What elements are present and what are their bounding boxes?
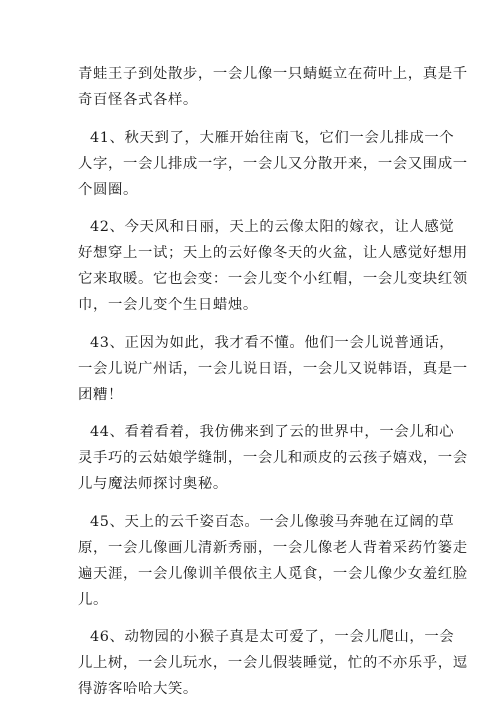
text-line: 个圆圈。: [78, 181, 138, 198]
text-line: 它来取暖。它也会变：一会儿变个小红帽，一会儿变块红领: [78, 271, 468, 287]
text-line: 41、秋天到了，大雁开始往南飞，它们一会儿排成一个: [90, 129, 455, 146]
paragraph-42: [78, 214, 468, 318]
text-line: 43、正因为如此，我才看不懂。他们一会儿说普通话，: [90, 334, 455, 351]
paragraph-45: [78, 509, 468, 613]
text-line: 儿上树，一会儿玩水，一会儿假装睡觉，忙的不亦乐乎，逗: [78, 655, 468, 671]
text-line: 巾，一会儿变个生日蜡烛。: [78, 297, 258, 313]
paragraph-41: [78, 125, 468, 203]
text-line: 青蛙王子到处散步，一会儿像一只蜻蜓立在荷叶上，真是千: [78, 66, 468, 82]
paragraph-46: [78, 624, 468, 702]
text-line: 45、天上的云千姿百态。一会儿像骏马奔驰在辽阔的草: [90, 513, 455, 530]
text-line: 遍天涯，一会儿像训羊偎依主人觅食，一会儿像少女羞红脸: [78, 565, 468, 582]
text-line: 一会儿说广州话，一会儿说日语，一会儿又说韩语，真是一: [78, 360, 468, 377]
text-line: 人字，一会儿排成一字，一会儿又分散开来，一会又围成一: [78, 155, 468, 172]
paragraph-intro: [78, 61, 468, 113]
text-line: 好想穿上一试；天上的云好像冬天的火盆，让人感觉好想用: [78, 245, 468, 261]
text-line: 奇百怪各式各样。: [78, 92, 198, 108]
text-line: 儿。: [78, 591, 108, 608]
text-line: 灵手巧的云姑娘学缝制，一会儿和顽皮的云孩子嬉戏，一会: [78, 450, 468, 466]
text-line: 团糟！: [78, 386, 123, 403]
document-body: [78, 61, 468, 714]
text-line: 儿与魔法师探讨奥秘。: [78, 476, 228, 492]
text-line: 得游客哈哈大笑。: [78, 681, 198, 697]
text-line: 46、动物园的小猴子真是太可爱了，一会儿爬山，一会: [90, 629, 455, 645]
paragraph-44: [78, 419, 468, 497]
text-line: 原，一会儿像画儿清新秀丽，一会儿像老人背着采药竹篓走: [78, 539, 468, 556]
paragraph-43: [78, 330, 468, 408]
text-line: 44、看着看着，我仿佛来到了云的世界中，一会儿和心: [90, 424, 455, 440]
text-line: 42、今天风和日丽，天上的云像太阳的嫁衣，让人感觉: [90, 219, 455, 235]
